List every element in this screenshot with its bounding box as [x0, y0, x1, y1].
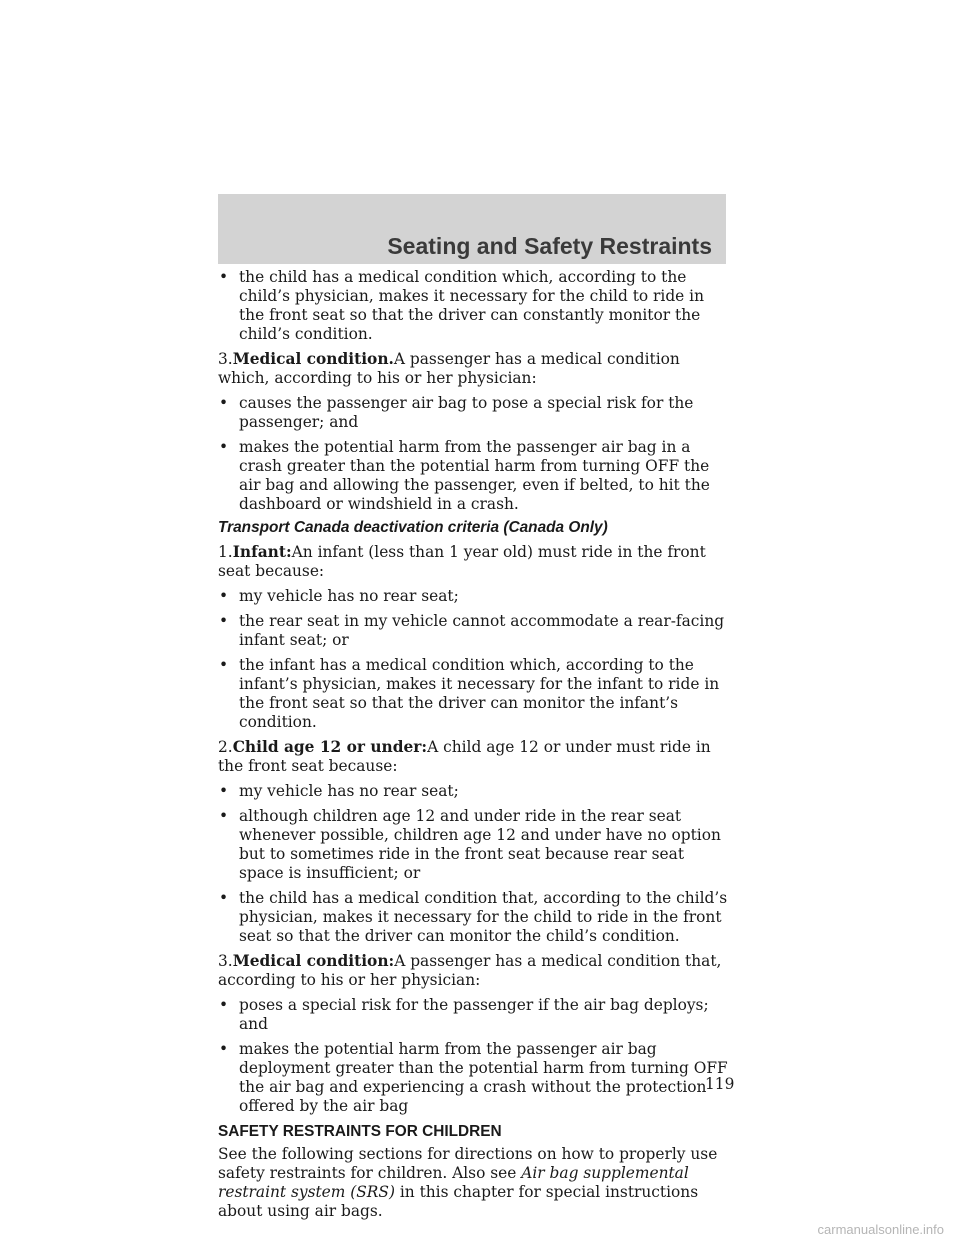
bullet-item: • my vehicle has no rear seat; [219, 782, 459, 800]
bullet-dot: • [219, 268, 229, 286]
bullet-dot: • [219, 587, 229, 605]
numbered-item: 3.Medical condition.A passenger has a medical condition which, according to his or her physician: [218, 350, 680, 387]
section-heading: SAFETY RESTRAINTS FOR CHILDREN [218, 1123, 502, 1140]
sub-heading: Transport Canada deactivation criteria (Canada Only) [218, 519, 608, 536]
bullet-item: • my vehicle has no rear seat; [219, 587, 459, 605]
bullet-dot: • [219, 394, 229, 412]
page-header-title: Seating and Safety Restraints [387, 233, 712, 259]
bullet-item: • the child has a medical condition that, according to the child’s physician, makes it necessary for the child to ride in the front seat so that the driver can monitor the child’s condition. [219, 889, 728, 945]
header-band [218, 194, 726, 264]
bullet-item: • makes the potential harm from the passenger air bag in a crash greater than the potential harm from turning OFF the air bag and allowing the passenger, even if belted, to hit the dashboard or windshield in a crash. [219, 438, 710, 513]
bullet-dot: • [219, 438, 229, 456]
cross-reference: Air bag supplemental restraint system (SRS) [218, 1164, 689, 1201]
page-content [218, 268, 728, 1227]
bullet-item: • causes the passenger air bag to pose a special risk for the passenger; and [219, 394, 694, 431]
body-paragraph: See the following sections for directions on how to properly use safety restraints for children. Also see Air bag supplemental restraint system (SRS) in this chapter for special instructions about using air bags. [218, 1145, 718, 1220]
bullet-dot: • [219, 807, 229, 825]
numbered-item: 1.Infant:An infant (less than 1 year old) must ride in the front seat because: [218, 543, 706, 580]
bullet-item: • poses a special risk for the passenger if the air bag deploys; and [219, 996, 709, 1033]
page-number: 119 [705, 1075, 735, 1093]
bullet-item: • the rear seat in my vehicle cannot accommodate a rear-facing infant seat; or [219, 612, 725, 649]
numbered-item: 3.Medical condition:A passenger has a medical condition that, according to his or her physician: [218, 952, 722, 989]
bullet-dot: • [219, 656, 229, 674]
bullet-dot: • [219, 1040, 229, 1058]
bullet-item: • although children age 12 and under ride in the rear seat whenever possible, children age 12 and under have no option but to sometimes ride in the front seat because rear seat space is insufficient; or [219, 807, 721, 882]
bullet-dot: • [219, 612, 229, 630]
bullet-item: • makes the potential harm from the passenger air bag deployment greater than the potential harm from turning OFF the air bag and experiencing a crash without the protection offered by the air bag [219, 1040, 728, 1115]
footer-watermark: carmanualsonline.info [817, 1222, 944, 1237]
bullet-item: • the infant has a medical condition which, according to the infant’s physician, makes it necessary for the infant to ride in the front seat so that the driver can monitor the infant’s condition. [219, 656, 720, 731]
bullet-dot: • [219, 889, 229, 907]
numbered-item: 2.Child age 12 or under:A child age 12 or under must ride in the front seat because: [218, 738, 711, 775]
bullet-dot: • [219, 782, 229, 800]
bullet-item: • the child has a medical condition which, according to the child’s physician, makes it necessary for the child to ride in the front seat so that the driver can constantly monitor the child’s condition. [219, 268, 705, 343]
bullet-dot: • [219, 996, 229, 1014]
